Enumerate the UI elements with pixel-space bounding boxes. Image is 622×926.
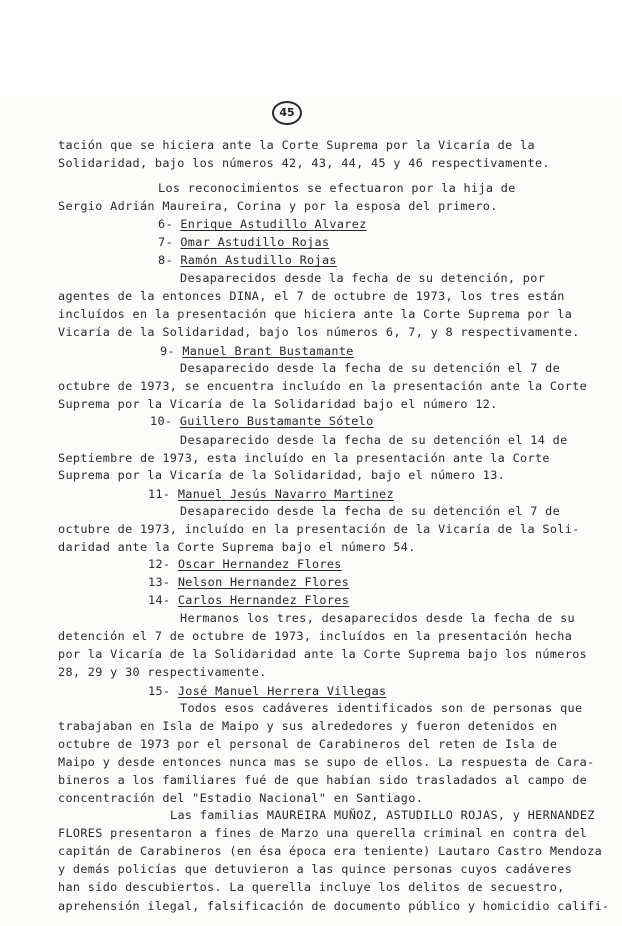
text-line: Sergio Adrián Maureira, Corina y por la esposa del primero. <box>58 199 498 213</box>
text-line: incluídos en la presentación que hiciera ante la Corte Suprema por la <box>58 307 573 321</box>
text-line: octubre de 1973, incluído en la presentación de la Vicaría de la Soli- <box>58 522 580 536</box>
list-number: 7- <box>158 235 173 249</box>
person-list-item <box>148 486 394 503</box>
person-name: Omar Astudillo Rojas <box>180 235 330 249</box>
person-list-item <box>158 252 337 269</box>
person-list-item <box>148 574 349 591</box>
text-line: Septiembre de 1973, esta incluído en la presentación ante la Corte <box>58 451 550 465</box>
text-line: y demás policías que detuvieron a las quince personas cuyos cadáveres <box>58 862 573 876</box>
text-line: Todos esos cadáveres identificados son de personas que <box>180 701 583 715</box>
person-list-item <box>150 413 374 430</box>
text-line: Suprema por la Vicaría de la Solidaridad bajo el número 12. <box>58 397 498 411</box>
text-line: Hermanos los tres, desaparecidos desde la fecha de su <box>180 611 575 625</box>
text-line: Los reconocimientos se efectuaron por la hija de <box>158 181 516 195</box>
text-line: concentración del "Estadio Nacional" en Santiago. <box>58 791 424 805</box>
text-line: daridad ante la Corte Suprema bajo el número 54. <box>58 540 416 554</box>
text-line: Vicaría de la Solidaridad, bajo los números 6, 7, y 8 respectivamente. <box>58 325 580 339</box>
text-line: Desaparecido desde la fecha de su detención el 7 de <box>180 361 561 375</box>
list-number: 15- <box>148 684 171 698</box>
list-number: 12- <box>148 557 171 571</box>
person-list-item <box>158 234 329 251</box>
person-name: Carlos Hernandez Flores <box>177 593 350 607</box>
text-line: bineros a los familiares fué de que habían sido trasladados al campo de <box>58 773 588 787</box>
person-list-item <box>148 683 386 700</box>
text-line: trabajaban en Isla de Maipo y sus alrededores y fueron detenidos en <box>58 719 558 733</box>
text-line: Maipo y desde entonces nunca mas se supo de ellos. La respuesta de Cara- <box>58 755 595 769</box>
person-name: José Manuel Herrera Villegas <box>177 684 387 698</box>
text-line: Desaparecido desde la fecha de su detención el 7 de <box>180 504 561 518</box>
list-number: 9- <box>160 344 175 358</box>
text-line: FLORES presentaron a fines de Marzo una querella criminal en contra del <box>58 826 588 840</box>
list-number: 10- <box>150 414 173 428</box>
text-line: detención el 7 de octubre de 1973, incluídos en la presentación hecha <box>58 629 573 643</box>
text-line: Desaparecidos desde la fecha de su detención, por <box>180 271 546 285</box>
person-name: Oscar Hernandez Flores <box>177 557 342 571</box>
text-line: Suprema por la Vicaría de la Solidaridad, bajo el número 13. <box>58 468 506 482</box>
list-number: 6- <box>158 217 173 231</box>
text-line: han sido descubiertos. La querella incluye los delitos de secuestro, <box>58 880 565 894</box>
person-list-item <box>158 216 367 233</box>
page-number: 45 <box>272 101 302 125</box>
text-line: Las familias MAUREIRA MUÑOZ, ASTUDILLO ROJAS, y HERNANDEZ <box>170 808 595 822</box>
text-line: octubre de 1973 por el personal de Carabineros del reten de Isla de <box>58 737 558 751</box>
person-list-item <box>160 343 354 360</box>
list-number: 8- <box>158 253 173 267</box>
person-name: Nelson Hernandez Flores <box>177 575 350 589</box>
person-name: Manuel Jesús Navarro Martinez <box>177 487 394 501</box>
person-name: Guillero Bustamante Sótelo <box>179 414 374 428</box>
text-line: Solidaridad, bajo los números 42, 43, 44, 45 y 46 respectivamente. <box>58 156 550 170</box>
text-line: octubre de 1973, se encuentra incluído en la presentación ante la Corte <box>58 379 588 393</box>
text-line: tación que se hiciera ante la Corte Suprema por la Vicaría de la <box>58 138 535 152</box>
text-line: aprehensión ilegal, falsificación de documento público y homicidio califi- <box>58 899 610 913</box>
list-number: 11- <box>148 487 171 501</box>
person-list-item <box>148 592 349 609</box>
person-name: Enrique Astudillo Alvarez <box>180 217 367 231</box>
text-line: 28, 29 y 30 respectivamente. <box>58 665 267 679</box>
list-number: 14- <box>148 593 171 607</box>
person-name: Ramón Astudillo Rojas <box>180 253 337 267</box>
text-line: por la Vicaría de la Solidaridad ante la Corte Suprema bajo los números <box>58 647 588 661</box>
list-number: 13- <box>148 575 171 589</box>
text-line: agentes de la entonces DINA, el 7 de octubre de 1973, los tres están <box>58 289 565 303</box>
text-line: capitán de Carabineros (en ésa época era teniente) Lautaro Castro Mendoza <box>58 844 603 858</box>
person-list-item <box>148 556 342 573</box>
text-line: Desaparecido desde la fecha de su detención el 14 de <box>180 433 568 447</box>
person-name: Manuel Brant Bustamante <box>182 344 354 358</box>
